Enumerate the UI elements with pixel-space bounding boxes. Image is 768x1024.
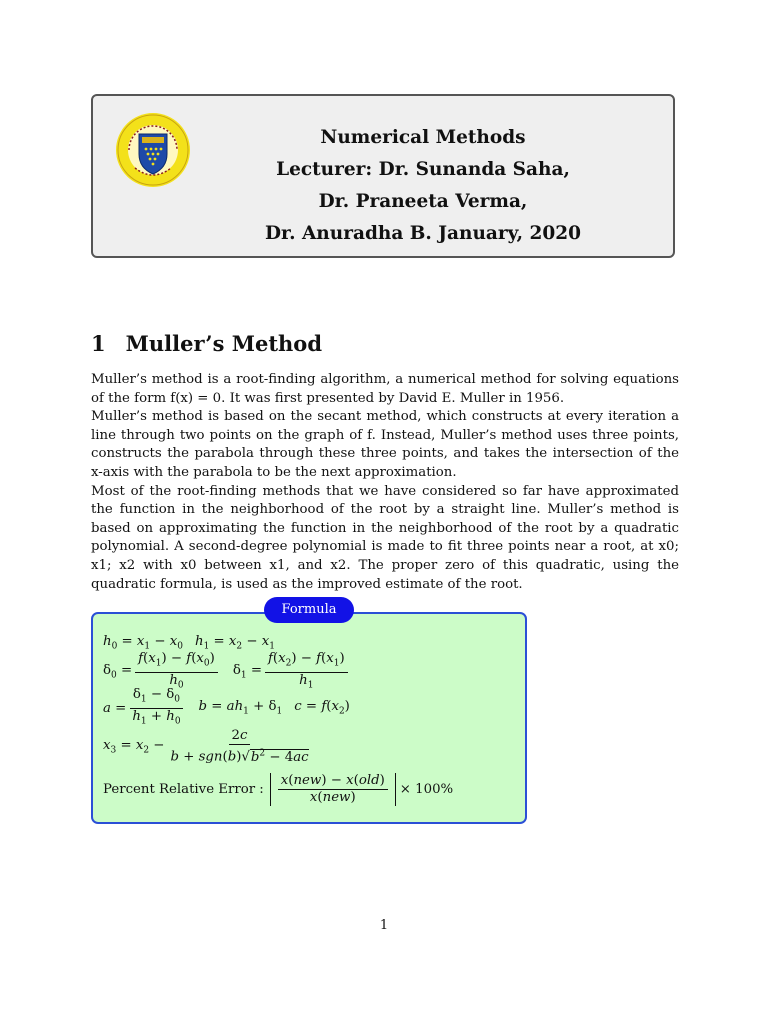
- lecturer-line-2: Dr. Praneeta Verma,: [318, 191, 528, 212]
- equation-delta: $\delta_0$ = $\frac{f(x_1) - f(x_0)}{h_0}$ $\delta_1$ = $\frac{f(x_2) - f(x_1)}{h_1}$: [103, 654, 523, 690]
- formula-content: [103, 632, 523, 810]
- title-box: [91, 94, 675, 258]
- section-heading: [91, 331, 322, 356]
- section-title: Muller’s Method: [125, 331, 322, 356]
- formula-tab: Formula: [264, 597, 354, 623]
- university-seal-icon: [115, 112, 191, 188]
- percent-multiplier: × 100%: [399, 781, 454, 797]
- equation-percent-error: Percent Relative Error : $\frac{\text{x(new) − x(old)}}{\text{x(new)}}$ × 100%: [103, 772, 454, 805]
- page-number: 1: [379, 918, 389, 933]
- lecturer-line: Lecturer: Dr. Sunanda Saha,: [276, 159, 570, 180]
- equation-h: $h_0 = x_1 - x_0$ $h_1 = x_2 - x_1$: [103, 634, 275, 652]
- paragraph-3: Most of the root-finding methods that we have considered so far have approximated the function in the neighborhood of the root by a straight line. Muller’s method is based on approximating the function in the neighborhood of the root by a quadratic polynomial. A second-degree polynomial is made to fit three points near a root, at x0; x1; x2 with x0 between x1, and x2. The proper zero of this quadratic, using the quadratic formula, is used as the improved estimate of the root.: [91, 483, 679, 592]
- percent-error-label: Percent Relative Error :: [103, 781, 264, 797]
- body-text: [91, 371, 679, 594]
- section-number: 1: [91, 331, 106, 356]
- equation-x3: $x_3 = x_2$ − $\frac{2c}{b + sgn(b)√b^2 - 4ac}$: [103, 728, 309, 765]
- title-block: [189, 122, 657, 250]
- paragraph-1: Muller’s method is a root-finding algorithm, a numerical method for solving equations of the form f(x) = 0. It was first presented by David E. Muller in 1956.: [91, 372, 679, 406]
- course-title: Numerical Methods: [320, 127, 526, 148]
- equation-coefficients: a = $\frac{\delta_1 - \delta_0}{h_1 + h_0}$ $b = ah_1 + \delta_1$ $c = f(x_2)$: [103, 686, 350, 727]
- paragraph-2: Muller’s method is based on the secant method, which constructs at every iteration a line through two points on the graph of f. Instead, Muller’s method uses three points, constructs the parabola through these three points, and takes the intersection of the x-axis with the parabola to be the next approximation.: [91, 409, 679, 480]
- lecturer-date-line: Dr. Anuradha B. January, 2020: [264, 223, 582, 244]
